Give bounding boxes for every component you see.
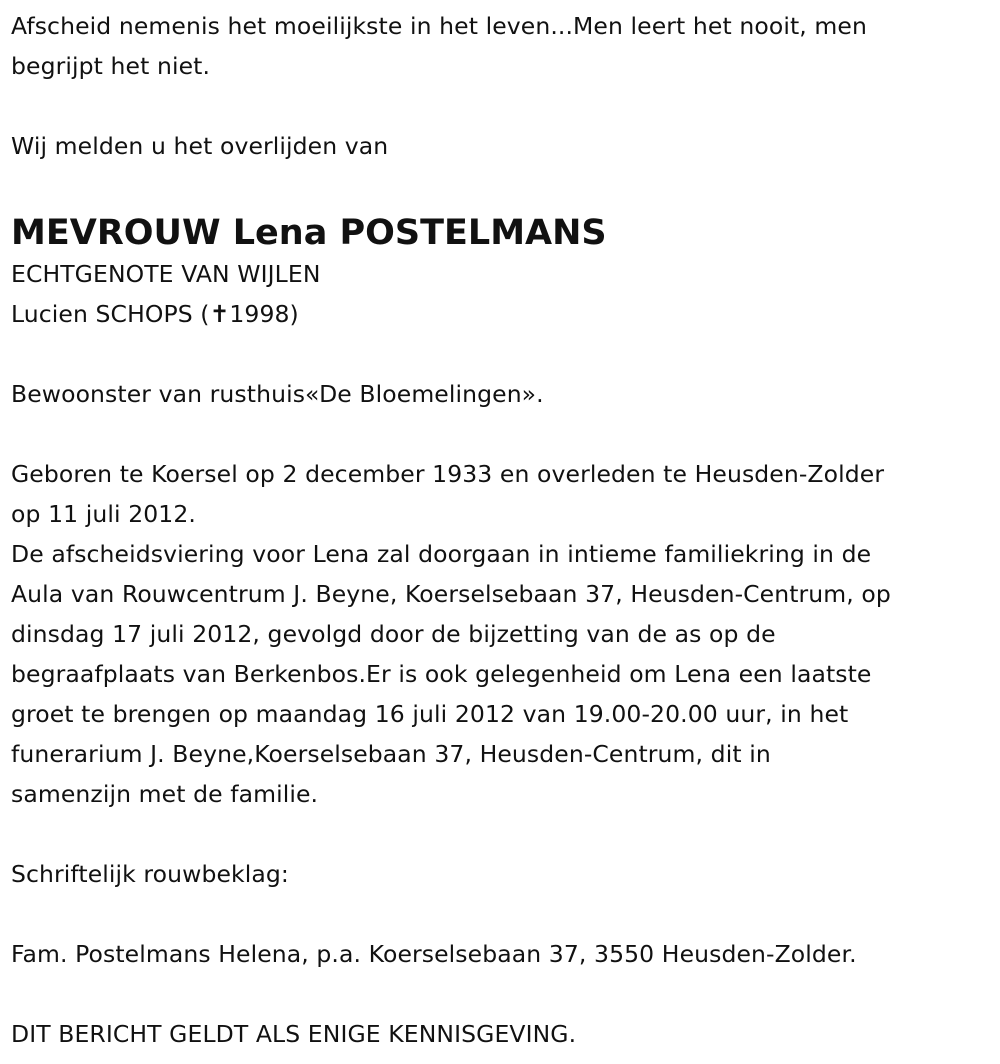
details-line: op 11 juli 2012. [11,500,196,528]
intro-line-1: Afscheid nemenis het moeilijkste in het leven...Men leert het nooit, men [11,12,867,40]
details-line: De afscheidsviering voor Lena zal doorgaan in intieme familiekring in de [11,540,872,568]
details-line: begraafplaats van Berkenbos.Er is ook gelegenheid om Lena een laatste [11,660,872,688]
spacer [11,86,1000,126]
condolences-address: Fam. Postelmans Helena, p.a. Koerselsebaan 37, 3550 Heusden-Zolder. [11,940,857,968]
spacer [11,414,1000,454]
relation-line: ECHTGENOTE VAN WIJLEN [11,260,321,288]
spacer [11,334,1000,374]
details-line: dinsdag 17 juli 2012, gevolgd door de bijzetting van de as op de [11,620,776,648]
notice-line: DIT BERICHT GELDT ALS ENIGE KENNISGEVING. [11,1020,577,1048]
spacer [11,974,1000,1014]
details-line: samenzijn met de familie. [11,780,319,808]
details-line: Aula van Rouwcentrum J. Beyne, Koerselsebaan 37, Heusden-Centrum, op [11,580,891,608]
details-line: funerarium J. Beyne,Koerselsebaan 37, Heusden-Centrum, dit in [11,740,771,768]
spacer [11,894,1000,934]
announcement: Wij melden u het overlijden van [11,132,389,160]
spacer [11,166,1000,206]
intro-line-2: begrijpt het niet. [11,52,211,80]
details-line: Geboren te Koersel op 2 december 1933 en overleden te Heusden-Zolder [11,460,885,488]
deceased-name: MEVROUW Lena POSTELMANS [11,213,607,253]
details-line: groet te brengen op maandag 16 juli 2012 van 19.00-20.00 uur, in het [11,700,849,728]
residence-line: Bewoonster van rusthuis«De Bloemelingen». [11,380,544,408]
condolences-label: Schriftelijk rouwbeklag: [11,860,289,888]
spouse-line: Lucien SCHOPS (✝1998) [11,300,299,328]
spacer [11,814,1000,854]
